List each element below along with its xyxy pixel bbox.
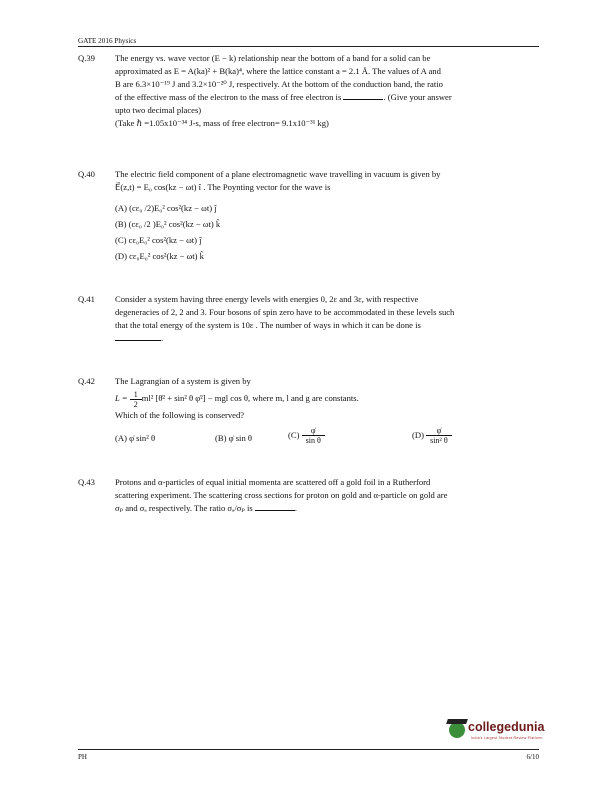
question-line: approximated as E = A(ka)² + B(ka)⁴, where the lattice constant a = 2.1 Å. The values of A and: [115, 66, 441, 76]
answer-blank: [255, 502, 298, 513]
question-41: [78, 293, 539, 345]
option-a: (A) φ̇ sin² θ: [115, 432, 156, 443]
question-line: [115, 502, 539, 515]
logo-globe-icon: [449, 722, 465, 738]
question-39: [78, 52, 539, 130]
question-number: Q.41: [78, 294, 95, 304]
fraction-denominator: sin θ: [305, 435, 321, 445]
fraction-numerator: φ̇: [302, 426, 325, 436]
option-a: (A) (cε₀ /2)E₀² cos²(kz − ωt) ĵ: [115, 203, 217, 213]
question-line: E⃗(z,t) = E₀ cos(kz − ωt) î . The Poynting vector for the wave is: [115, 182, 331, 192]
question-body: [115, 168, 539, 264]
answer-blank: [115, 332, 164, 343]
question-line: that the total energy of the system is 10ε . The number of ways in which it can be done is: [115, 320, 421, 330]
question-line: Protons and α-particles of equal initial momenta are scattered off a gold foil in a Rutherford: [115, 477, 431, 487]
question-body: [115, 52, 539, 130]
question-line: The energy vs. wave vector (E − k) relationship near the bottom of a band for a solid can be: [115, 53, 431, 63]
option-fraction: [302, 426, 325, 445]
option-d: [412, 426, 452, 445]
question-number: Q.39: [78, 53, 95, 63]
option-label: (C): [288, 429, 300, 440]
fraction-numerator: φ̇: [426, 426, 452, 436]
collegedunia-logo: [449, 717, 549, 747]
lagrangian-rhs: ml² [θ̇² + sin² θ φ̇²] − mgl cos θ, where m, l and g are constants.: [141, 393, 359, 403]
question-number: Q.40: [78, 169, 95, 179]
question-line: The electric field component of a plane electromagnetic wave travelling in vacuum is given by: [115, 169, 441, 179]
question-text: .: [161, 333, 164, 343]
question-text: σₚ and σₐ respectively. The ratio σₐ/σₚ is: [115, 503, 253, 513]
fraction-denominator: 2: [133, 399, 138, 409]
question-line: The Lagrangian of a system is given by: [115, 376, 251, 386]
option-fraction: [426, 426, 452, 445]
options-row: [115, 426, 539, 452]
fraction-denominator: sin² θ: [430, 435, 448, 445]
question-line: Consider a system having three energy levels with energies 0, 2ε and 3ε, with respective: [115, 294, 419, 304]
question-40: [78, 168, 539, 264]
fraction-numerator: 1: [130, 390, 142, 400]
footer-paper-code: PH: [78, 753, 87, 761]
logo-wordmark: collegedunia: [468, 720, 545, 734]
option-c: [288, 426, 325, 445]
question-line: (Take ℏ =1.05x10⁻³⁴ J-s, mass of free electron= 9.1x10⁻³¹ kg): [115, 118, 329, 128]
question-number: Q.43: [78, 477, 95, 487]
question-body: [115, 293, 539, 345]
logo-cap-icon: [446, 719, 468, 724]
question-43: [78, 476, 539, 515]
question-text: .: [294, 503, 298, 513]
question-line: degeneracies of 2, 2 and 3. Four bosons of spin zero have to be accommodated in these levels such: [115, 307, 455, 317]
question-line: [115, 91, 539, 104]
question-body: [115, 375, 539, 452]
half-fraction: [130, 390, 142, 409]
option-label: (D): [412, 429, 424, 440]
logo-tagline: India's Largest Student Review Platform: [471, 736, 543, 740]
question-line: B are 6.3×10⁻¹⁹ J and 3.2×10⁻²⁰ J, respectively. At the bottom of the conduction band, the ratio: [115, 79, 443, 89]
question-line: upto two decimal places): [115, 105, 202, 115]
answer-blank: [343, 91, 383, 100]
question-line: Which of the following is conserved?: [115, 409, 245, 420]
footer-rule: [78, 749, 539, 750]
lagrangian-lhs: L =: [115, 393, 130, 403]
question-text: of the effective mass of the electron to the mass of free electron is: [115, 92, 342, 102]
question-line: [115, 332, 539, 345]
question-line: scattering experiment. The scattering cross sections for proton on gold and α-particle on gold are: [115, 490, 448, 500]
question-42: [78, 375, 539, 452]
question-text: . (Give your answer: [383, 92, 452, 102]
question-line: [115, 388, 539, 409]
option-b: (B) φ̇ sin θ: [215, 432, 253, 443]
header-rule: [78, 46, 539, 47]
question-number: Q.42: [78, 376, 95, 386]
option-d: (D) cε₀E₀² cos²(kz − ωt) k̂: [115, 251, 204, 261]
option-c: (C) cε₀E₀² cos²(kz − ωt) ĵ: [115, 235, 202, 245]
option-b: (B) (cε₀ /2 )E₀² cos²(kz − ωt) k̂: [115, 219, 221, 229]
page-header: GATE 2016 Physics: [78, 37, 137, 45]
footer-page-number: 6/10: [526, 753, 539, 761]
question-body: [115, 476, 539, 515]
